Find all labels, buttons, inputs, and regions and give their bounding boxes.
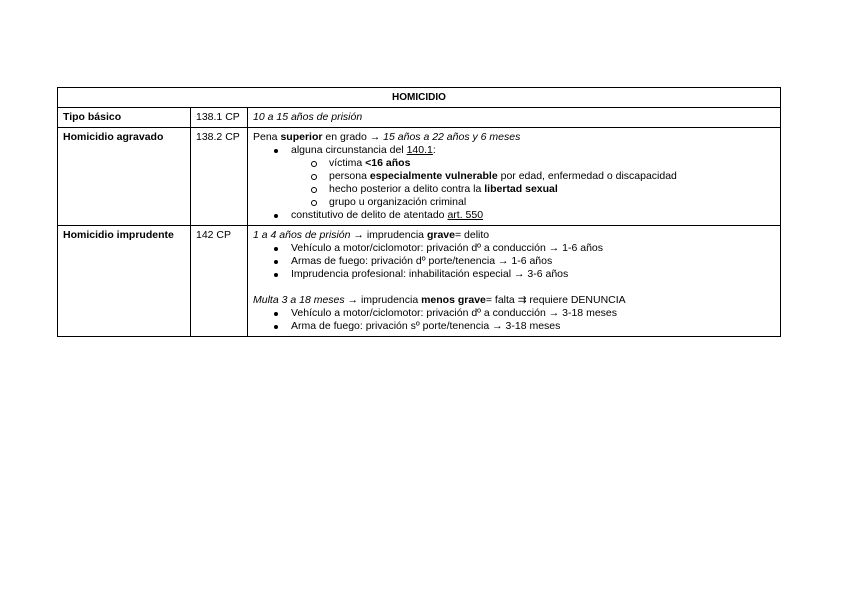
row-article: 138.1 CP [191,108,248,128]
table-row [58,108,781,128]
leve-line: Multa 3 a 18 meses → imprudencia menos grave= falta ⇉ requiere DENUNCIA [253,294,626,306]
row-article: 142 CP [191,226,248,337]
spacer [253,281,775,294]
list-item: Armas de fuego: privación dº porte/tenencia → 1-6 años [253,255,775,268]
row-label: Homicidio imprudente [58,226,191,337]
row-label: Homicidio agravado [58,128,191,226]
list-item: Vehículo a motor/ciclomotor: privación dº a conducción → 1-6 años [253,242,775,255]
penalty-line: Pena superior en grado → 15 años a 22 años y 6 meses [253,131,521,143]
article-reference-link[interactable]: art. 550 [447,209,484,221]
penalty-text: 10 a 15 años de prisión [253,111,363,123]
list-item: grupo u organización criminal [291,196,775,209]
table-header-row [58,88,781,108]
list-item: hecho posterior a delito contra la libertad sexual [291,183,775,196]
circumstance-list [253,144,775,222]
table-row [58,128,781,226]
row-content [248,108,781,128]
list-item: víctima <16 años [291,157,775,170]
row-article: 138.2 CP [191,128,248,226]
list-item: Imprudencia profesional: inhabilitación especial → 3-6 años [253,268,775,281]
table-row [58,226,781,337]
article-reference-link[interactable]: 140.1 [406,144,433,156]
row-content [248,226,781,337]
row-content [248,128,781,226]
row-label: Tipo básico [58,108,191,128]
leve-list [253,307,775,333]
grave-list [253,242,775,281]
list-item: alguna circunstancia del 140.1: víctima <16 años persona especialmente vulnerable por edad, enfermedad o discapacidad hecho posterior a delito contra la libertad sexual grupo u organización criminal [253,144,775,209]
table-title: HOMICIDIO [58,88,781,108]
homicidio-table [57,87,781,337]
list-item: Arma de fuego: privación sº porte/tenencia → 3-18 meses [253,320,775,333]
list-item: persona especialmente vulnerable por edad, enfermedad o discapacidad [291,170,775,183]
list-item: Vehículo a motor/ciclomotor: privación dº a conducción → 3-18 meses [253,307,775,320]
sub-circumstance-list [291,157,775,209]
grave-line: 1 a 4 años de prisión → imprudencia grave= delito [253,229,490,241]
list-item: constitutivo de delito de atentado art. 550 [253,209,775,222]
